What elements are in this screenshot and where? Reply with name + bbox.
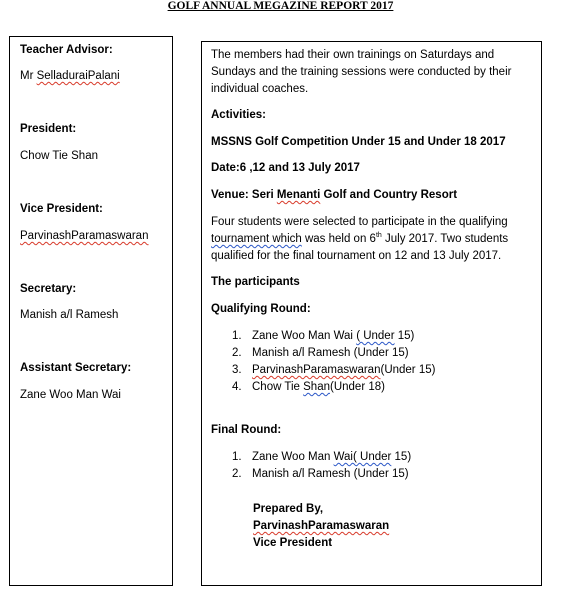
list-item: 2. Manish a/l Ramesh (Under 15)	[232, 347, 409, 359]
teacher-name: SelladuraiPalani	[36, 70, 120, 82]
paragraph-line: qualified for the final tournament on 12 and 13 July 2017.	[211, 250, 502, 262]
role-label: Teacher Advisor:	[20, 44, 113, 56]
list-item: 2. Manish a/l Ramesh (Under 15)	[232, 468, 409, 480]
list-item: 4. Chow Tie Shan(Under 18)	[232, 381, 385, 393]
role-label: Vice President:	[20, 203, 103, 215]
qualifying-heading: Qualifying Round:	[211, 303, 311, 315]
page-title: GOLF ANNUAL MEGAZINE REPORT 2017	[167, 0, 394, 12]
role-name: Zane Woo Man Wai	[20, 389, 121, 401]
role-label: Assistant Secretary:	[20, 362, 132, 374]
final-heading: Final Round:	[211, 424, 282, 436]
competition-venue: Venue: Seri Menanti Golf and Country Resort	[211, 189, 458, 201]
paragraph-line: tournament which was held on 6th July 2017. Two students	[211, 232, 509, 245]
intro-line: individual coaches.	[211, 83, 309, 95]
role-name: Manish a/l Ramesh	[20, 309, 119, 321]
list-item: 1. Zane Woo Man Wai ( Under 15)	[232, 330, 415, 342]
paragraph-line: Four students were selected to participate in the qualifying	[211, 216, 508, 228]
list-item: 3. ParvinashParamaswaran(Under 15)	[232, 364, 436, 376]
participants-heading: The participants	[211, 276, 300, 288]
competition-date: Date:6 ,12 and 13 July 2017	[211, 162, 360, 174]
prepared-by-label: Prepared By,	[253, 503, 324, 515]
prepared-by-name: ParvinashParamaswaran	[253, 520, 390, 532]
role-label: Secretary:	[20, 283, 77, 295]
activities-heading: Activities:	[211, 109, 266, 121]
role-label: President:	[20, 123, 77, 135]
role-name: Mr SelladuraiPalani	[20, 70, 120, 82]
intro-line: The members had their own trainings on Saturdays and	[211, 49, 495, 61]
prepared-by-role: Vice President	[253, 537, 333, 549]
role-name: Chow Tie Shan	[20, 150, 98, 162]
list-item: 1. Zane Woo Man Wai( Under 15)	[232, 451, 412, 463]
intro-line: Sundays and the training sessions were conducted by their	[211, 66, 512, 78]
competition-title: MSSNS Golf Competition Under 15 and Under 18 2017	[211, 136, 506, 148]
role-name: ParvinashParamaswaran	[20, 230, 149, 242]
